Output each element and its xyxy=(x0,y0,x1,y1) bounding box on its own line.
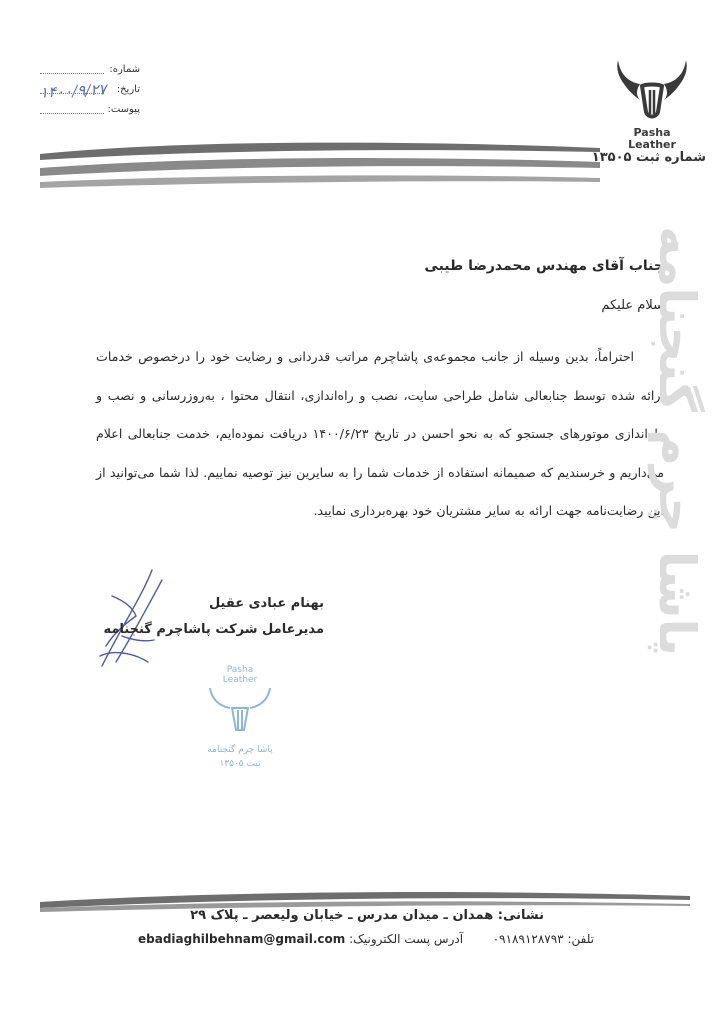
letter-body xyxy=(96,338,664,531)
registration-number: شماره ثبت ۱۳۵۰۵ xyxy=(591,150,706,165)
attachment-dotted-line xyxy=(40,113,104,114)
greeting-line: سلام علیکم xyxy=(601,298,664,313)
logo-text-leather: Leather xyxy=(628,138,676,151)
company-address: نشانی: همدان ـ میدان مدرس ـ خیابان ولیعصر ـ پلاک ۲۹ xyxy=(190,908,544,923)
phone-number: تلفن: ۰۹۱۸۹۱۲۸۷۹۳ xyxy=(492,932,594,946)
attachment-field xyxy=(40,104,140,115)
logo-text-pasha: Pasha xyxy=(633,126,671,139)
company-stamp xyxy=(196,658,286,774)
number-label: شماره: xyxy=(109,64,140,75)
handwritten-signature xyxy=(92,566,172,676)
number-field xyxy=(40,64,140,75)
stamp-company-name: پاشا چرم گنجنامه xyxy=(207,745,273,755)
stamp-text-leather: Leather xyxy=(222,675,258,685)
attachment-label: پیوست: xyxy=(107,104,140,115)
date-label: تاریخ: xyxy=(116,84,140,95)
email-address: ebadiaghilbehnam@gmail.com xyxy=(138,932,346,946)
handwritten-date: ۱۴۰۰/۹/۲۷ xyxy=(39,80,107,102)
signatory-title: مدیرعامل شرکت پاشاچرم گنجنامه xyxy=(103,622,324,637)
stamp-text-pasha: Pasha xyxy=(226,665,254,675)
header-swoosh-divider xyxy=(40,138,600,194)
bull-horns-logo-icon xyxy=(612,56,692,152)
letter-body-text: احتراماً، بدین وسیله از جانب مجموعه‌ی پاشاچرم مراتب قدردانی و رضایت خود را درخصوص خدمات ارائه شده توسط جنابعالی شامل طراحی سایت، نصب و راه‌اندازی، انتقال محتوا ، به‌روزرسانی و نصب و راه‌اندازی موتورهای جستجو که به نحو احسن در تاریخ ۱۴۰۰/۶/۲۳ دریافت نموده‌ایم، خدمت جنابعالی اعلام می‌داریم و خرسندیم که صمیمانه استفاده از خدمات شما را به سایرین نیز توصیه نماییم. لذا شما می‌توانید از این رضایت‌نامه جهت ارائه به سایر مشتریان خود بهره‌برداری نمایید. xyxy=(96,349,664,519)
email-label: آدرس پست الکترونیک: xyxy=(349,932,464,946)
company-watermark: پاشا چرم گنجنامه xyxy=(648,225,706,656)
contact-line xyxy=(138,932,594,946)
stamp-registration: ثبت ۱۳۵۰۵ xyxy=(219,759,261,769)
recipient-line: جناب آقای مهندس محمدرضا طیبی xyxy=(424,258,664,274)
signatory-name: بهنام عبادی عقیل xyxy=(208,596,324,611)
number-dotted-line xyxy=(40,73,104,74)
